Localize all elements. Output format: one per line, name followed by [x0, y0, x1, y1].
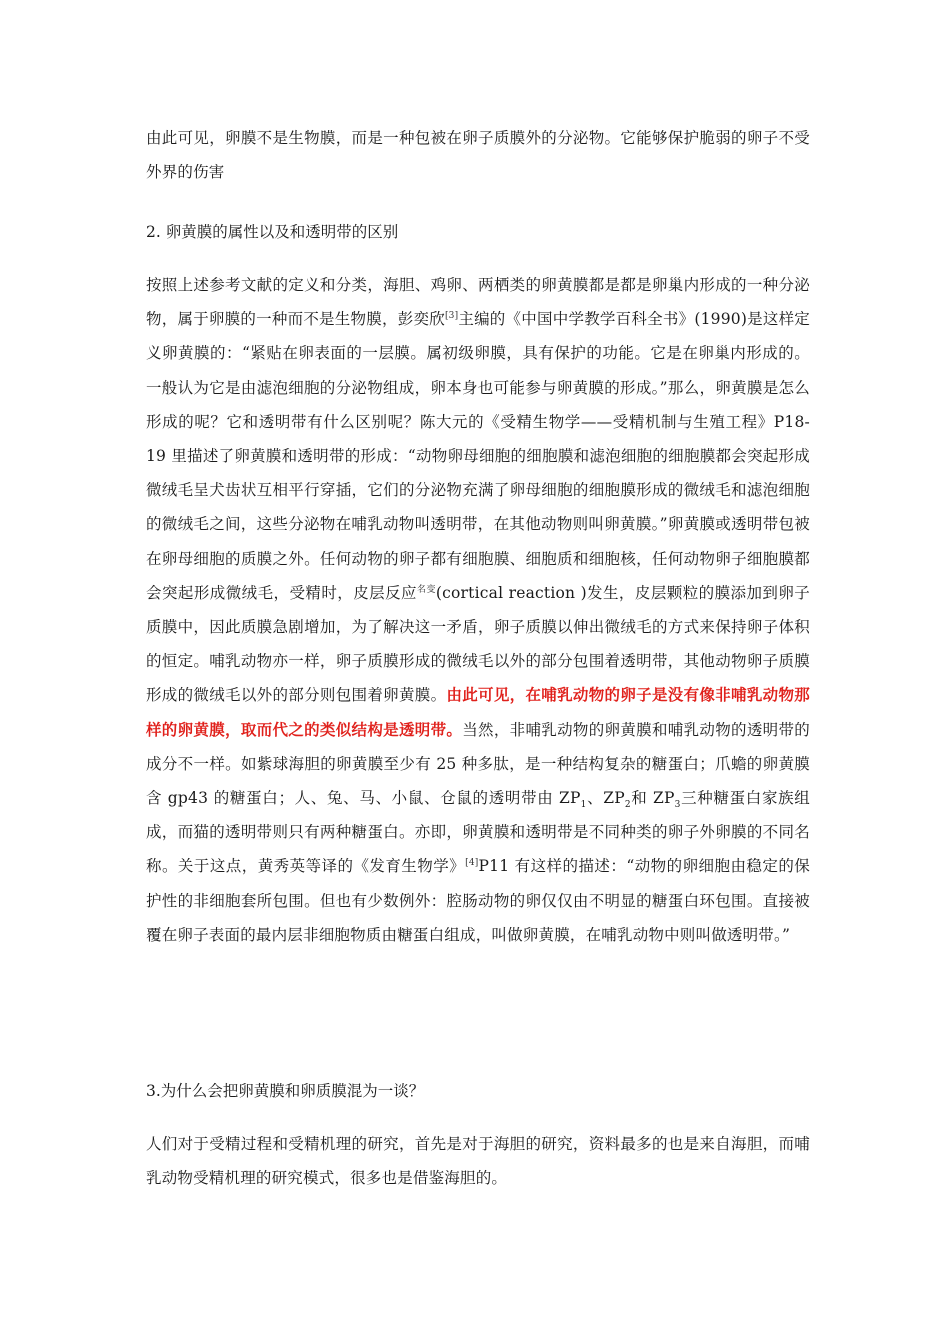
paragraph-2-text-g: 三种糖蛋白家族组成，而猫的透明带则只有两种糖蛋白。亦即，卵黄膜和透明带是不同种类的卵子外卵膜的不同名称。关于这点，黄秀英等译的《发育生物学》 — [146, 789, 811, 876]
subscript-3: 3 — [674, 800, 681, 811]
section-heading-2: 2. 卵黄膜的属性以及和透明带的区别 — [146, 223, 399, 241]
paragraph-3 — [146, 1127, 810, 1195]
paragraph-2-text-b: 主编的《中国中学教学百科全书》(1990)是这样定义卵黄膜的：“紧贴在卵表面的一层膜。属初级卵膜，具有保护的功能。它是在卵巢内形成的。一般认为它是由滤泡细胞的分泌物组成，卵本身也可能参与卵黄膜的形成。”那么，卵黄膜是怎么形成的呢？它和透明带有什么区别呢？陈大元的《受精生物学——受精机制与生殖工程》P18-19 里描述了卵黄膜和透明带的形成：“动物卵母细胞的细胞膜和滤泡细胞的细胞膜都会突起形成微绒毛呈犬齿状互相平行穿插，它们的分泌物充满了卵母细胞的细胞膜形成的微绒毛和滤泡细胞的微绒毛之间，这些分泌物在哺乳动物叫透明带，在其他动物则叫卵黄膜。”卵黄膜或透明带包被在卵母细胞的质膜之外。任何动物的卵子都有细胞膜、细胞质和细胞核，任何动物卵子细胞膜都会突起形成微绒毛，受精时，皮层反应 — [146, 310, 810, 602]
paragraph-2 — [146, 268, 810, 952]
paragraph-2-text-c: (cortical reaction )发生，皮层颗粒的膜添加到卵子质膜中，因此质膜急剧增加，为了解决这一矛盾，卵子质膜以伸出微绒毛的方式来保持卵子体积的恒定。哺乳动物亦一样，卵子质膜形成的微绒毛以外的部分包围着透明带，其他动物卵子质膜形成的微绒毛以外的部分则包围着卵黄膜。 — [146, 583, 810, 705]
term-note: 名变 — [417, 584, 436, 595]
citation-3: [3] — [444, 311, 459, 322]
paragraph-3-text: 人们对于受精过程和受精机理的研究，首先是对于海胆的研究，资料最多的也是来自海胆，而哺乳动物受精机理的研究模式，很多也是借鉴海胆的。 — [146, 1135, 810, 1188]
paragraph-2-text-d: 当然，非哺乳动物的卵黄膜和哺乳动物的透明带的成分不一样。如紫球海胆的卵黄膜至少有 25 种多肽，是一种结构复杂的糖蛋白；爪蟾的卵黄膜含 gp43 的糖蛋白；人、兔、马、小鼠、仓鼠的透明带由 ZP — [146, 720, 810, 808]
subscript-1: 1 — [580, 800, 587, 811]
section-heading-3: 3.为什么会把卵黄膜和卵质膜混为一谈？ — [146, 1082, 425, 1100]
paragraph-1-text: 由此可见，卵膜不是生物膜，而是一种包被在卵子质膜外的分泌物。它能够保护脆弱的卵子不受外界的伤害 — [146, 129, 810, 182]
highlighted-conclusion: 由此可见，在哺乳动物的卵子是没有像非哺乳动物那样的卵黄膜，取而代之的类似结构是透明带。 — [146, 685, 810, 739]
subscript-2: 2 — [624, 800, 631, 811]
paragraph-2-text-f: 和 ZP — [630, 789, 675, 808]
paragraph-1 — [146, 121, 810, 189]
paragraph-2-text-a: 按照上述参考文献的定义和分类，海胆、鸡卵、两栖类的卵黄膜都是都是卵巢内形成的一种分泌物，属于卵膜的一种而不是生物膜，彭奕欣 — [146, 276, 810, 329]
paragraph-2-text-e: 、ZP — [586, 789, 625, 808]
paragraph-2-text-h: P11 有这样的描述：“动物的卵细胞由稳定的保护性的非细胞套所包围。但也有少数例外：腔肠动物的卵仅仅由不明显的糖蛋白环包围。直接被覆在卵子表面的最内层非细胞物质由糖蛋白组成，叫做卵黄膜，在哺乳动物中则叫做透明带。” — [146, 857, 810, 944]
citation-4: [4] — [465, 858, 479, 869]
